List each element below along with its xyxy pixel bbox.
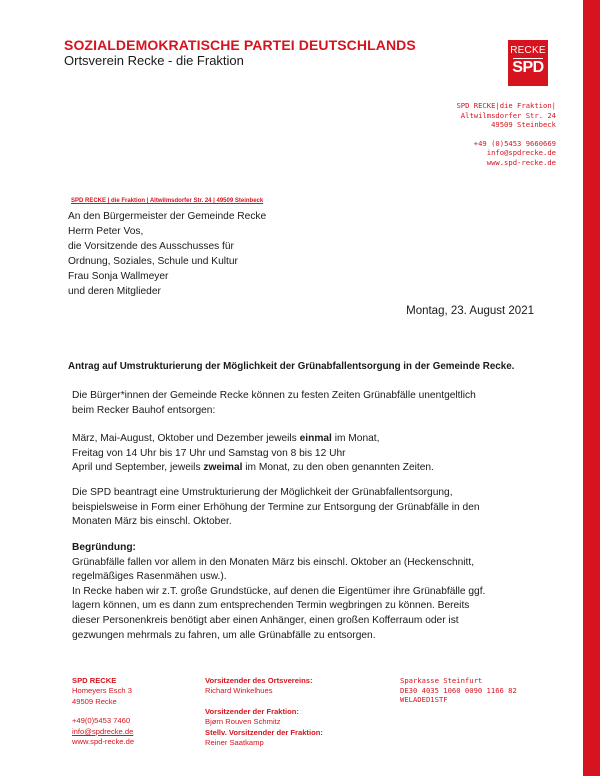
- footer-email-link[interactable]: info@spdrecke.de: [72, 726, 134, 736]
- sender-line-3: 49509 Steinbeck: [491, 120, 556, 130]
- body-line: regelmäßiges Rasenmähen usw.).: [72, 571, 227, 583]
- body-text: April und September, jeweils: [72, 462, 204, 474]
- body-line: Freitag von 14 Uhr bis 17 Uhr und Samstag von 8 bis 12 Uhr: [72, 447, 346, 459]
- sender-line-1: SPD RECKE|die Fraktion|: [456, 101, 556, 110]
- recipient-block: [68, 209, 266, 299]
- logo-top-text: RECKE: [510, 45, 546, 56]
- sender-email: info@spdrecke.de: [486, 148, 556, 158]
- letter-date: Montag, 23. August 2021: [406, 305, 534, 317]
- footer-gap: [205, 697, 323, 707]
- red-side-bar: [583, 0, 600, 776]
- recipient-line: die Vorsitzende des Ausschusses für: [68, 241, 234, 252]
- footer-bank-name: Sparkasse Steinfurt: [400, 676, 483, 685]
- sender-gap: [456, 130, 556, 139]
- paragraph-4: [72, 541, 527, 643]
- recipient-line: Ordnung, Soziales, Schule und Kultur: [68, 256, 238, 267]
- footer-role-name: Bjørn Rouven Schmitz: [205, 717, 281, 727]
- footer-org-name: SPD RECKE: [72, 676, 117, 685]
- body-line: gezwungen mehrmals zu fahren, um alle Grünabfälle zu entsorgen.: [72, 629, 376, 641]
- footer-board: [205, 676, 323, 748]
- body-line: Monaten März bis einschl. Oktober.: [72, 516, 232, 528]
- logo-bottom-text: SPD: [512, 59, 544, 76]
- body-line: [72, 461, 527, 476]
- footer-phone: +49(0)5453 7460: [72, 716, 131, 726]
- recipient-line: Frau Sonja Wallmeyer: [68, 271, 169, 282]
- footer-role-name: Reiner Saatkamp: [205, 738, 264, 748]
- emphasis-text: zweimal: [203, 462, 243, 474]
- footer-role-name: Richard Winkelhues: [205, 686, 273, 696]
- ortsverein-name: Ortsverein Recke - die Fraktion: [64, 53, 244, 68]
- body-text: im Monat,: [331, 433, 380, 444]
- sender-address-block: [456, 101, 556, 168]
- spd-recke-logo: [508, 40, 548, 86]
- footer-gap: [72, 707, 134, 716]
- return-address-line: SPD RECKE | die Fraktion | Altwilmsdorfer Str. 24 | 49509 Steinbeck: [71, 198, 264, 204]
- reason-heading: Begründung:: [72, 542, 136, 553]
- recipient-line: An den Bürgermeister der Gemeinde Recke: [68, 211, 267, 222]
- emphasis-text: einmal: [299, 433, 332, 444]
- footer-role-heading: Stellv. Vorsitzender der Fraktion:: [205, 727, 323, 737]
- paragraph-1: [72, 389, 527, 418]
- body-line: In Recke haben wir z.T. große Grundstücke, auf denen die Eigentümer ihre Grünabfälle ggf.: [72, 585, 486, 597]
- sender-line-2: Altwilmsdorfer Str. 24: [460, 110, 556, 120]
- footer-bank: [400, 676, 517, 705]
- paragraph-3: [72, 486, 527, 530]
- footer-contact: [72, 676, 134, 747]
- recipient-line: und deren Mitglieder: [68, 286, 161, 297]
- body-line: dieser Personenkreis benötigt aber einen Anhänger, einen großen Kofferraum oder ist: [72, 614, 459, 626]
- footer-address-2: 49509 Recke: [72, 696, 117, 706]
- recipient-line: Herrn Peter Vos,: [68, 226, 144, 237]
- footer-address-1: Homeyers Esch 3: [72, 686, 132, 696]
- body-text: im Monat, zu den oben genannten Zeiten.: [242, 462, 434, 474]
- body-line: lagern können, um es dann zum entsprechenden Termin wegbringen zu können. Bereits: [72, 600, 470, 612]
- body-line: Grünabfälle fallen vor allem in den Monaten März bis einschl. Oktober an (Heckenschnitt,: [72, 556, 475, 568]
- footer-web: www.spd-recke.de: [72, 737, 135, 747]
- body-line: beim Recker Bauhof entsorgen:: [72, 404, 216, 416]
- sender-phone: +49 (0)5453 9660669: [473, 138, 556, 148]
- footer-role-heading: Vorsitzender des Ortsvereins:: [205, 676, 313, 685]
- footer-bic: WELADED1STF: [400, 695, 448, 705]
- body-text: März, Mai-August, Oktober und Dezember jeweils: [72, 433, 300, 444]
- body-line: [72, 432, 527, 447]
- party-name: SOZIALDEMOKRATISCHE PARTEI DEUTSCHLANDS: [64, 37, 416, 53]
- body-line: Die SPD beantragt eine Umstrukturierung der Möglichkeit der Grünabfallentsorgung,: [72, 487, 453, 498]
- body-line: beispielsweise in Form einer Erhöhung der Termine zur Entsorgung der Grünabfälle in den: [72, 501, 480, 513]
- letter-subject: Antrag auf Umstrukturierung der Möglichkeit der Grünabfallentsorgung in der Gemeinde Recke.: [68, 361, 515, 372]
- footer-iban: DE30 4035 1060 0090 1166 82: [400, 685, 517, 695]
- sender-web: www.spd-recke.de: [486, 157, 556, 167]
- footer-role-heading: Vorsitzender der Fraktion:: [205, 706, 299, 716]
- body-line: Die Bürger*innen der Gemeinde Recke können zu festen Zeiten Grünabfälle unentgeltlich: [72, 390, 476, 401]
- paragraph-2: [72, 432, 527, 476]
